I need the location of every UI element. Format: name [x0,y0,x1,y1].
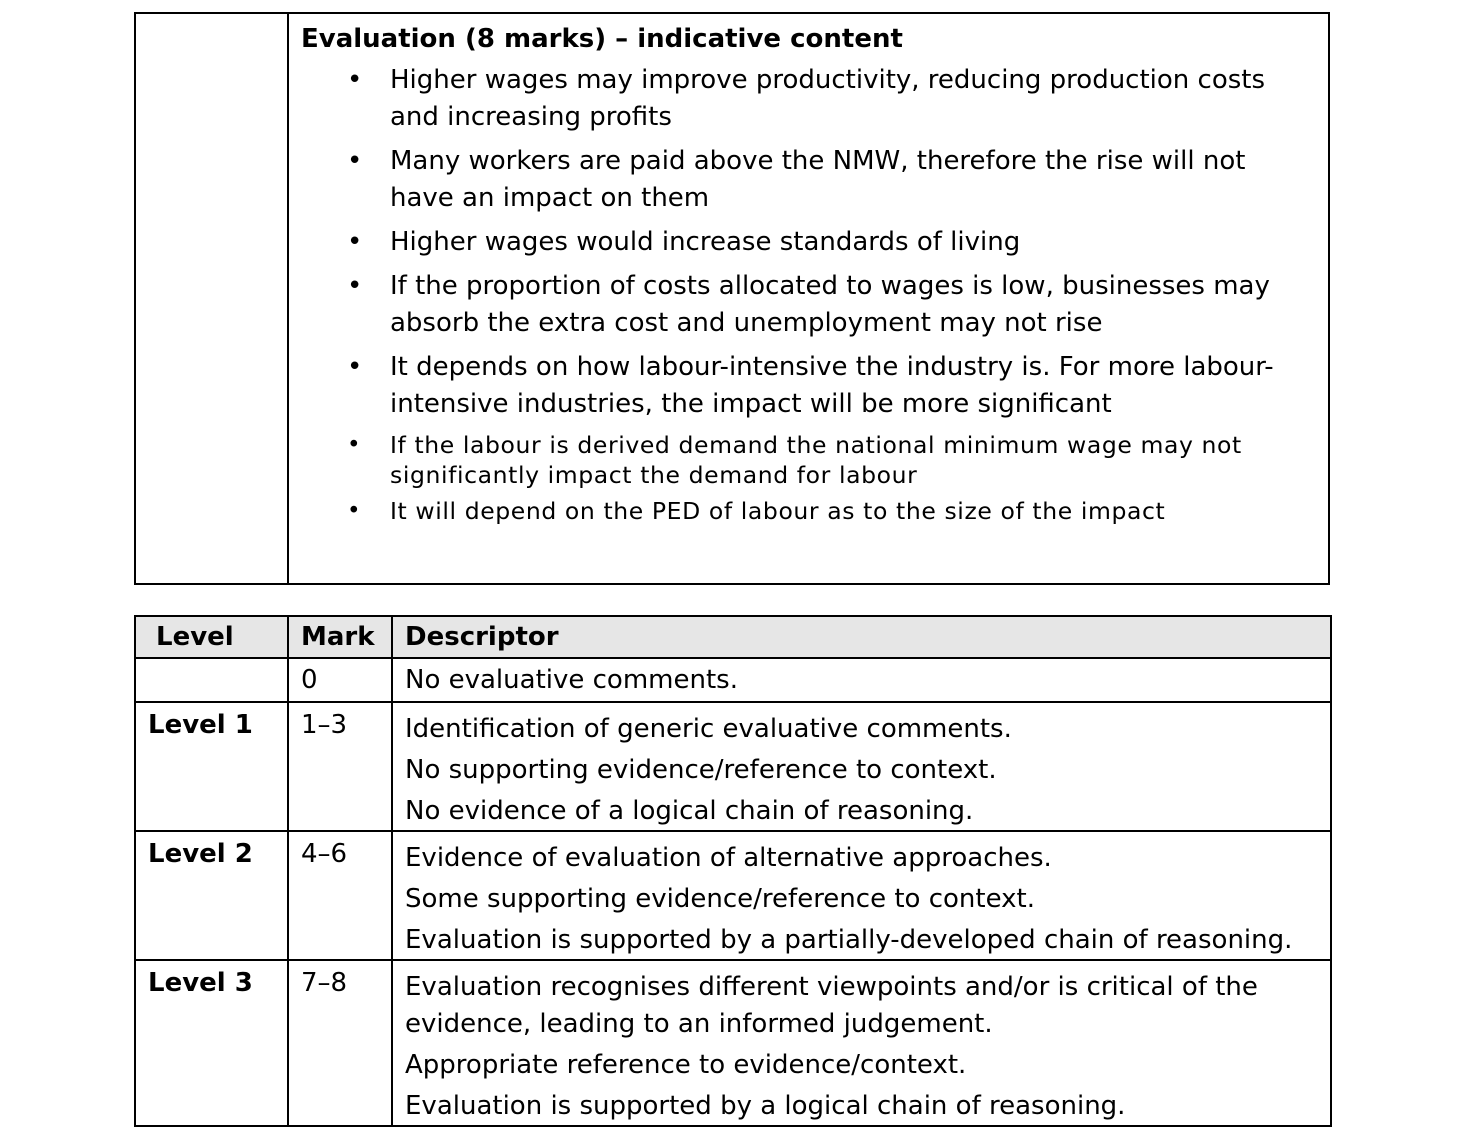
bullet-icon: • [347,498,362,524]
bullet-text: Higher wages would increase standards of living [390,227,1021,257]
bullet-icon: • [347,65,363,95]
bullet-item [301,496,1316,526]
level-cell: Level 3 [135,960,288,1126]
descriptor-cell [392,960,1331,1126]
mark-cell: 1–3 [288,702,392,831]
descriptor-cell [392,702,1331,831]
descriptor-line: Evaluation is supported by a logical chain of reasoning. [405,1091,1126,1121]
mark-cell: 0 [288,658,392,702]
indicative-right-column [289,14,1328,583]
bullet-icon: • [347,432,362,458]
mark-cell: 7–8 [288,960,392,1126]
level-cell: Level 2 [135,831,288,960]
level-cell [135,658,288,702]
mark-cell: 4–6 [288,831,392,960]
bullet-text: If the proportion of costs allocated to wages is low, businesses may absorb the extra cost and unemployment may not rise [390,271,1270,338]
descriptor-line: No supporting evidence/reference to context. [405,755,997,785]
descriptor-line: Appropriate reference to evidence/context. [405,1050,967,1080]
bullet-item [301,143,1316,217]
bullet-item [301,349,1316,423]
descriptor-line: Evaluation recognises different viewpoints and/or is critical of the evidence, leading to an informed judgement. [405,972,1258,1039]
header-mark: Mark [288,616,392,658]
bullet-text: Many workers are paid above the NMW, therefore the rise will not have an impact on them [390,146,1246,213]
indicative-bullet-list [301,62,1316,526]
header-descriptor: Descriptor [392,616,1331,658]
bullet-icon: • [347,352,363,382]
descriptor-line: No evidence of a logical chain of reasoning. [405,796,974,826]
table-row [135,831,1331,960]
descriptor-line: Some supporting evidence/reference to context. [405,884,1035,914]
table-row [135,960,1331,1126]
bullet-item [301,430,1316,490]
descriptor-line: Evidence of evaluation of alternative approaches. [405,843,1052,873]
bullet-text: Higher wages may improve productivity, reducing production costs and increasing profits [390,65,1266,132]
bullet-item [301,62,1316,136]
level-cell: Level 1 [135,702,288,831]
bullet-text: It will depend on the PED of labour as to the size of the impact [390,497,1166,525]
indicative-heading: Evaluation (8 marks) – indicative content [301,24,903,54]
descriptor-cell [392,831,1331,960]
descriptor-line: Evaluation is supported by a partially-developed chain of reasoning. [405,925,1293,955]
header-level: Level [135,616,288,658]
descriptor-line: Identification of generic evaluative comments. [405,714,1012,744]
table-row [135,658,1331,702]
indicative-left-column [136,14,289,583]
bullet-text: If the labour is derived demand the national minimum wage may not significantly impact the demand for labour [390,431,1242,489]
bullet-text: It depends on how labour-intensive the industry is. For more labour-intensive industries, the impact will be more significant [390,352,1274,419]
levels-table [134,615,1332,1127]
bullet-icon: • [347,227,363,257]
indicative-content-box [134,12,1330,585]
table-row [135,702,1331,831]
bullet-item [301,224,1316,261]
bullet-item [301,268,1316,342]
bullet-icon: • [347,271,363,301]
descriptor-cell: No evaluative comments. [392,658,1331,702]
bullet-icon: • [347,146,363,176]
levels-header-row [135,616,1331,658]
